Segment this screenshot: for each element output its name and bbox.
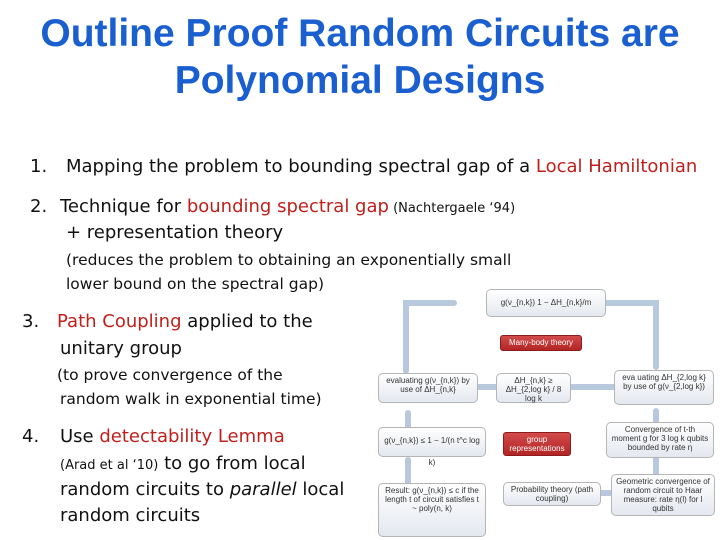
item-2-text-before: Technique for <box>60 196 187 217</box>
item-4-line3-end: local <box>296 479 345 500</box>
item-4-text-before: Use <box>60 426 100 447</box>
item-3-note-line1: (to prove convergence of the <box>57 366 283 384</box>
slide-title <box>0 10 720 104</box>
item-1-highlight: Local Hamiltonian <box>535 156 698 177</box>
item-4-line3-italic: parallel <box>229 479 297 500</box>
left-formula-box: g(ν_{n,k}) ≤ 1 − 1/(n t^c log k) <box>378 427 486 457</box>
slide-title-line2: Polynomial Designs <box>174 59 546 102</box>
item-2-note-line2: lower bound on the spectral gap) <box>66 275 325 293</box>
item-2-highlight: bounding spectral gap <box>186 196 389 217</box>
item-4-text <box>60 426 285 448</box>
result-box: Result: g(ν_{n,k}) ≤ c if the length t of circuit satisfies t ~ poly(n, k) <box>378 483 486 537</box>
item-4-line3 <box>60 479 344 501</box>
convergence-right-box: Convergence of t-th moment g for 3 log k qubits bounded by rate η <box>606 422 714 458</box>
item-1-text <box>66 156 697 178</box>
item-1-number: 1. <box>30 156 48 177</box>
group-rep-label: group representations <box>503 432 571 456</box>
item-2-number: 2. <box>30 196 48 217</box>
eval-right-box: eva uating ΔH_{2,log k} by use of g(ν_{2,log k}) <box>614 370 714 405</box>
slide-title-line1: Outline Proof Random Circuits are <box>40 12 680 55</box>
item-4-highlight: detectability Lemma <box>99 426 285 447</box>
item-3-number: 3. <box>22 311 40 332</box>
top-formula-box: g(ν_{n,k}) 1 − ΔH_{n,k}/m <box>486 289 606 317</box>
item-3-note-line2: random walk in exponential time) <box>60 390 322 408</box>
geometric-box: Geometric convergence of random circuit to Haar measure: rate η(l) for l qubits <box>611 474 715 516</box>
probability-box: Probability theory (path coupling) <box>503 482 601 506</box>
proof-diagram <box>366 275 720 540</box>
item-3-text <box>57 311 313 333</box>
item-4-number: 4. <box>22 426 40 447</box>
item-3-text-after: applied to the <box>181 311 313 332</box>
item-1-text-before: Mapping the problem to bounding spectral gap of a <box>66 156 536 177</box>
item-2-citation: (Nachtergaele ‘94) <box>388 201 516 216</box>
item-3-line2: unitary group <box>60 338 182 359</box>
arrow-top-left <box>406 303 454 371</box>
item-2-text <box>60 196 515 220</box>
item-2-note-line1: (reduces the problem to obtaining an exponentially small <box>66 251 512 269</box>
item-4-line2-rest: to go from local <box>158 453 306 474</box>
item-4-line2 <box>60 453 306 477</box>
item-4-line4: random circuits <box>60 505 201 526</box>
many-body-label: Many-body theory <box>500 335 582 351</box>
item-4-line3-text: random circuits to <box>60 479 230 500</box>
item-2-line2: + representation theory <box>66 222 284 243</box>
eval-left-box: evaluating g(ν_{n,k}) by use of ΔH_{n,k} <box>378 373 478 403</box>
mid-formula-box: ΔH_{n,k} ≥ ΔH_{2,log k} / 8 log k <box>496 373 571 403</box>
item-3-highlight: Path Coupling <box>57 311 182 332</box>
item-4-citation: (Arad et al ‘10) <box>60 458 159 473</box>
